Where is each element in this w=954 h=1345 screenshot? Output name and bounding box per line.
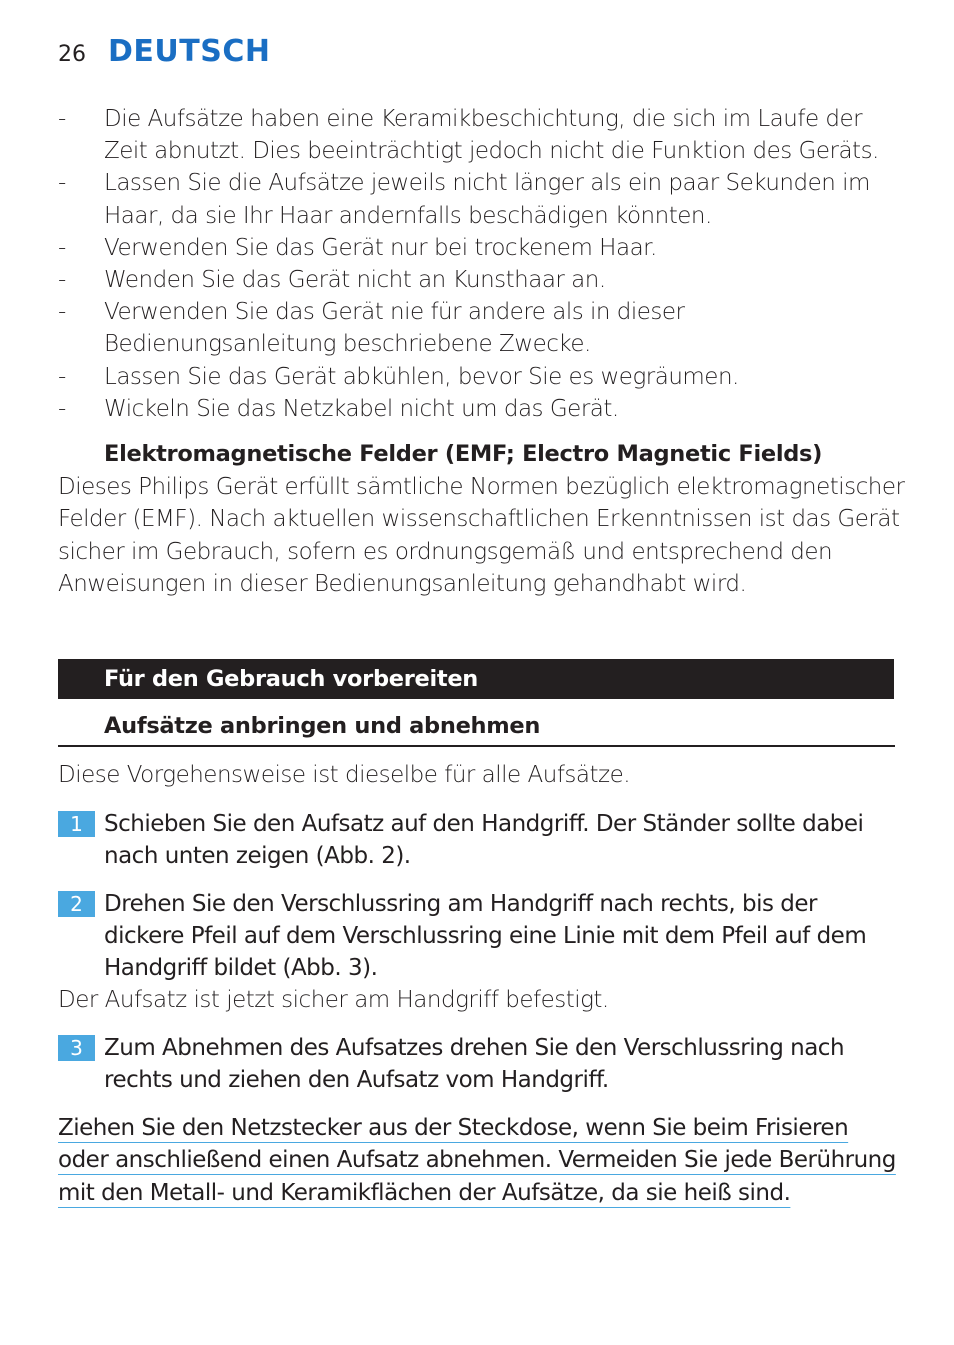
bullet-text: Verwenden Sie das Gerät nur bei trockenem Haar. — [104, 234, 657, 261]
bullet-dash: - — [58, 363, 66, 390]
emf-heading: Elektromagnetische Felder (EMF; Electro Magnetic Fields) — [104, 441, 823, 467]
step-number-badge: 2 — [58, 891, 95, 917]
warning-note — [58, 1112, 896, 1209]
bullet-dash: - — [58, 299, 66, 326]
step-1 — [58, 808, 898, 872]
bullet-dash: - — [58, 395, 66, 422]
step-number-badge: 1 — [58, 811, 95, 837]
step-text: Drehen Sie den Verschlussring am Handgriff nach rechts, bis der dickere Pfeil auf dem Verschlussring eine Linie mit dem Pfeil auf dem Handgriff bildet (Abb. 3). — [104, 891, 867, 982]
bullet-text: Wenden Sie das Gerät nicht an Kunsthaar an. — [104, 267, 606, 294]
step-2 — [58, 888, 898, 985]
bullet-item — [58, 296, 898, 360]
step-result-note: Der Aufsatz ist jetzt sicher am Handgriff befestigt. — [58, 987, 609, 1013]
bullet-dash: - — [58, 267, 66, 294]
bullet-text: Wickeln Sie das Netzkabel nicht um das Gerät. — [104, 395, 619, 422]
bullet-text: Lassen Sie das Gerät abkühlen, bevor Sie es wegräumen. — [104, 363, 739, 390]
step-text: Zum Abnehmen des Aufsatzes drehen Sie den Verschlussring nach rechts und ziehen den Aufsatz vom Handgriff. — [104, 1035, 845, 1094]
bullet-item — [58, 361, 898, 393]
emf-paragraph: Dieses Philips Gerät erfüllt sämtliche Normen bezüglich elektromagnetischer Felder (EMF). Nach aktuellen wissenschaftlichen Erkenntnissen ist das Gerät sicher im Gebrauch, sofern es ordnungsgemäß und entsprechend den Anweisungen in dieser Bedienungsanleitung gehandhabt wird. — [58, 474, 905, 597]
section-title-bar — [58, 659, 894, 699]
bullet-dash: - — [58, 170, 66, 197]
section-title: Für den Gebrauch vorbereiten — [104, 666, 479, 692]
bullet-text: Lassen Sie die Aufsätze jeweils nicht länger als ein paar Sekunden im Haar, da sie Ihr Haar andernfalls beschädigen könnten. — [104, 170, 870, 229]
step-text: Schieben Sie den Aufsatz auf den Handgriff. Der Ständer sollte dabei nach unten zeigen (Abb. 2). — [104, 811, 864, 870]
warning-text: Ziehen Sie den Netzstecker aus der Steckdose, wenn Sie beim Frisieren oder anschließend einen Aufsatz abnehmen. Vermeiden Sie jede Berührung mit den Metall- und Keramikflächen der Aufsätze, da sie heiß sind. — [58, 1115, 896, 1206]
step-number-badge: 3 — [58, 1035, 95, 1061]
bullet-item — [58, 232, 898, 264]
intro-text: Diese Vorgehensweise ist dieselbe für alle Aufsätze. — [58, 762, 631, 788]
subsection-heading: Aufsätze anbringen und abnehmen — [104, 713, 541, 739]
page-number: 26 — [58, 42, 86, 67]
bullet-text: Die Aufsätze haben eine Keramikbeschichtung, die sich im Laufe der Zeit abnutzt. Dies beeinträchtigt jedoch nicht die Funktion des Geräts. — [104, 106, 879, 165]
subsection-divider — [58, 745, 895, 747]
step-3 — [58, 1032, 898, 1096]
bullet-item — [58, 103, 898, 167]
language-heading: DEUTSCH — [108, 34, 271, 69]
bullet-item — [58, 393, 898, 425]
bullet-item — [58, 264, 898, 296]
page-header — [58, 34, 270, 74]
bullet-dash: - — [58, 234, 66, 261]
bullet-dash: - — [58, 106, 66, 132]
bullet-item — [58, 167, 898, 231]
bullet-text: Verwenden Sie das Gerät nie für andere als in dieser Bedienungsanleitung beschriebene Zwecke. — [104, 299, 685, 358]
safety-bullet-list — [58, 103, 898, 425]
